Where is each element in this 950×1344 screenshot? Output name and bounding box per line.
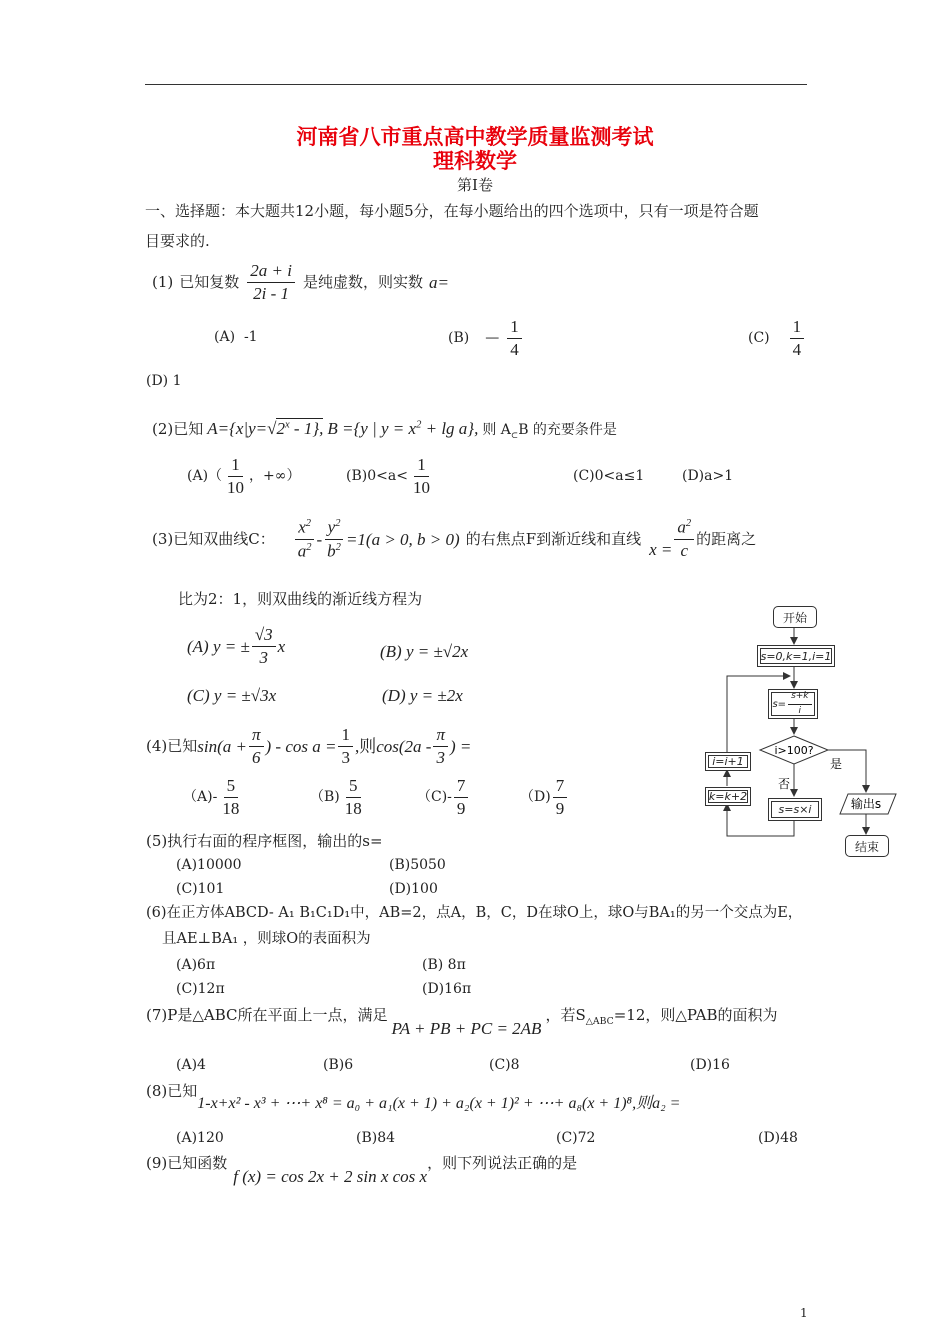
q4-d-num: 7 xyxy=(553,777,568,798)
q4-d-pre: （D) xyxy=(520,789,551,806)
q3-option-b[interactable]: (B) y = ±√2x xyxy=(380,642,469,661)
q8-option-c[interactable]: (C)72 xyxy=(556,1130,596,1146)
q4-b-pre: （B) xyxy=(310,789,340,806)
q4-a-den: 18 xyxy=(222,798,240,818)
q1-frac-den: 2i - 1 xyxy=(253,283,290,303)
q3-b-exp: 2 xyxy=(335,541,341,553)
q1-frac-num: 2a + i xyxy=(247,262,295,283)
q4-d-den: 9 xyxy=(555,798,565,818)
flowchart-assign-num: s+k xyxy=(788,692,811,704)
q2-post2: B 的充要条件是 xyxy=(518,422,617,438)
flowchart-end: 结束 xyxy=(845,835,889,857)
q6-option-d[interactable]: (D)16π xyxy=(422,981,472,997)
q1-number: (1) xyxy=(152,272,174,291)
flowchart-assign-den: i xyxy=(798,705,802,716)
q2-b-num: 1 xyxy=(414,456,429,477)
q1-b-den: 4 xyxy=(510,339,519,359)
q7-sub: △ABC xyxy=(585,1016,614,1027)
q3-xeq: x = xyxy=(649,539,673,559)
q3-a-den: 3 xyxy=(259,647,268,667)
q3-x-exp: 2 xyxy=(305,518,312,529)
q4-number: (4)已知 xyxy=(146,736,198,755)
section-intro-line1: 一、选择题：本大题共12小题，每小题5分，在每小题给出的四个选项中，只有一项是符合题 xyxy=(145,202,759,220)
q4-b-den: 18 xyxy=(344,798,362,818)
q3-a: a xyxy=(297,541,307,561)
q2-a-num: 1 xyxy=(228,456,243,477)
q4-pi2: π xyxy=(433,726,448,747)
q3-option-c[interactable]: (C) y = ±√3x xyxy=(187,686,277,705)
q7-option-a[interactable]: (A)4 xyxy=(176,1057,206,1073)
condition-text: i>100? xyxy=(774,744,814,757)
q4-end: ) = xyxy=(450,736,472,756)
q3-b: b xyxy=(327,541,336,561)
q3-mid: 的右焦点F到渐近线和直线 xyxy=(465,529,642,548)
q8-option-a[interactable]: (A)120 xyxy=(176,1130,224,1146)
q2-a-post: ，+∞） xyxy=(249,468,301,485)
q9-equation: f (x) = cos 2x + 2 sin x cos x xyxy=(233,1167,428,1186)
q6-option-a[interactable]: (A)6π xyxy=(176,957,216,973)
q3-y: y xyxy=(327,517,336,537)
q4-c-den: 9 xyxy=(456,798,466,818)
no-label: 否 xyxy=(778,777,791,791)
q2-post-text: 则 A xyxy=(482,422,511,438)
q1-b-label: (B) xyxy=(448,330,470,347)
q8-pre: (8)已知 xyxy=(146,1082,198,1100)
q1-c-den: 4 xyxy=(792,339,802,359)
q4-six: 6 xyxy=(252,747,261,767)
q3-equation: =1(a > 0, b > 0) xyxy=(345,529,460,549)
q4-a-pre: （A)- xyxy=(183,789,218,806)
q8-equation: 1-x+x² - x³ + ⋯+ x⁸ = a₀ + a₁(x + 1) + a₂(x + 1)² + ⋯+ a₈(x + 1)⁸,则a₂ = xyxy=(197,1095,681,1112)
flowchart-inc-k: k=k+2 xyxy=(705,787,751,806)
q4-cos: cos(2a - xyxy=(376,736,432,756)
q7-option-b[interactable]: (B)6 xyxy=(323,1057,354,1073)
q7-equation: PA + PB + PC = 2AB xyxy=(391,1019,542,1038)
flowchart-assign-fraction xyxy=(788,692,811,716)
q6-option-c[interactable]: (C)12π xyxy=(176,981,225,997)
section-intro-line2: 目要求的. xyxy=(145,232,210,250)
q1-b-num: 1 xyxy=(507,318,522,339)
question-6-line2: 且AE⊥BA₁ ，则球O的表面积为 xyxy=(162,931,371,947)
q4-mid: ) - cos a = xyxy=(265,736,337,756)
q1-a-value: -1 xyxy=(243,329,258,345)
q2-sqrt-tail: - 1}, xyxy=(289,419,324,438)
flowchart-init: s=0,k=1,i=1 xyxy=(757,645,835,667)
q3-a2: a xyxy=(677,517,686,537)
q7-post2: =12，则△PAB的面积为 xyxy=(613,1006,778,1024)
q2-set-a: $A=\{x|y=√2^x - 1\}$, xyxy=(207,419,324,438)
q4-pi: π xyxy=(249,726,264,747)
q1-b-sign: — xyxy=(485,330,500,347)
q5-option-c[interactable]: (C)101 xyxy=(176,881,225,897)
q1-a-label: (A) xyxy=(214,329,236,345)
q2-option-c[interactable]: (C)0<a≤1 xyxy=(573,468,645,484)
q9-post: ，则下列说法正确的是 xyxy=(427,1154,578,1172)
q2-set-b-tail: + lg a}, xyxy=(421,419,479,438)
q1-option-d[interactable]: (D) 1 xyxy=(146,373,182,389)
q3-a-post: x xyxy=(277,636,286,656)
q2-number: (2)已知 xyxy=(152,420,204,438)
flowchart-start: 开始 xyxy=(773,606,817,628)
q2-a-pre: (A)（ xyxy=(187,468,223,485)
q1-pre: 已知复数 xyxy=(179,272,240,291)
q2-a-den: 10 xyxy=(227,477,245,497)
q2-set-b-exp: 2 xyxy=(416,419,422,431)
q3-a2-exp: 2 xyxy=(685,518,692,530)
q5-option-a[interactable]: (A)10000 xyxy=(176,857,242,873)
q3-number: (3)已知双曲线C： xyxy=(152,529,275,548)
exam-subject: 理科数学 xyxy=(433,149,517,173)
q4-sin: sin(a + xyxy=(197,736,247,756)
q2-sqrt-body: 2 xyxy=(276,419,285,438)
flowchart-mult: s=s×i xyxy=(768,798,822,821)
q1-post: 是纯虚数，则实数 xyxy=(302,272,423,291)
yes-label: 是 xyxy=(830,757,843,771)
q7-option-c[interactable]: (C)8 xyxy=(489,1057,520,1073)
flowchart-assign: s= $\frac{s+k}{i}$ xyxy=(768,689,818,719)
q2-b-pre: (B)0<a< xyxy=(346,468,408,485)
q2-b-den: 10 xyxy=(412,477,430,497)
output-label: 输出s xyxy=(850,797,882,811)
q4-one: 1 xyxy=(338,726,353,747)
q8-option-b[interactable]: (B)84 xyxy=(356,1130,396,1146)
q2-set-b-text: B ={y | y = x xyxy=(327,419,417,438)
q4-three2: 3 xyxy=(436,747,445,767)
q3-c: c xyxy=(680,540,689,560)
q3-a-exp: 2 xyxy=(306,541,312,553)
q4-c-pre: （C)- xyxy=(417,789,452,806)
q4-three: 3 xyxy=(341,747,350,767)
page-number: 1 xyxy=(800,1306,808,1320)
q3-a-num: √3 xyxy=(252,626,276,647)
q2-set-a-text: A={x|y= xyxy=(207,419,268,438)
q1-c-label: (C) xyxy=(748,330,770,347)
q6-option-b[interactable]: (B) 8π xyxy=(422,957,466,973)
q1-c-num: 1 xyxy=(790,318,805,339)
q8-option-d[interactable]: (D)48 xyxy=(758,1130,798,1146)
q7-post: ，若S xyxy=(545,1006,586,1024)
q3-tail: 的距离之 xyxy=(696,529,757,548)
q2-option-d[interactable]: (D)a>1 xyxy=(682,468,734,484)
q4-a-num: 5 xyxy=(224,777,239,798)
q4-b-num: 5 xyxy=(346,777,361,798)
q3-y-exp: 2 xyxy=(335,518,341,529)
volume-label: 第Ⅰ卷 xyxy=(457,176,493,194)
q3-x: x xyxy=(298,517,306,537)
exam-title: 河南省八市重点高中教学质量监测考试 xyxy=(296,125,654,149)
q7-option-d[interactable]: (D)16 xyxy=(690,1057,730,1073)
q2-sqrt-exp: x xyxy=(284,419,290,431)
q5-option-b[interactable]: (B)5050 xyxy=(389,857,446,873)
q4-then: ,则 xyxy=(354,736,377,756)
question-6-line1: (6)在正方体ABCD- A₁ B₁C₁D₁中，AB=2，点A，B，C，D在球O上，球O与BA₁的另一个交点为E， xyxy=(146,905,803,921)
flowchart-inc-i: i=i+1 xyxy=(705,752,751,771)
q4-c-num: 7 xyxy=(454,777,469,798)
q2-subset: ⊂ xyxy=(510,430,519,441)
q7-pre: (7)P是△ABC所在平面上一点，满足 xyxy=(146,1006,388,1024)
q1-var: a= xyxy=(428,272,449,292)
question-5: (5)执行右面的程序框图，输出的s= xyxy=(146,832,383,850)
q3-line2: 比为2：1，则双曲线的渐近线方程为 xyxy=(178,590,423,608)
q3-minus: - xyxy=(316,529,323,549)
q3-a-pre: (A) y = ± xyxy=(187,636,250,656)
q9-pre: (9)已知函数 xyxy=(146,1154,228,1172)
q3-option-d[interactable]: (D) y = ±2x xyxy=(382,686,463,705)
q5-option-d[interactable]: (D)100 xyxy=(389,881,438,897)
